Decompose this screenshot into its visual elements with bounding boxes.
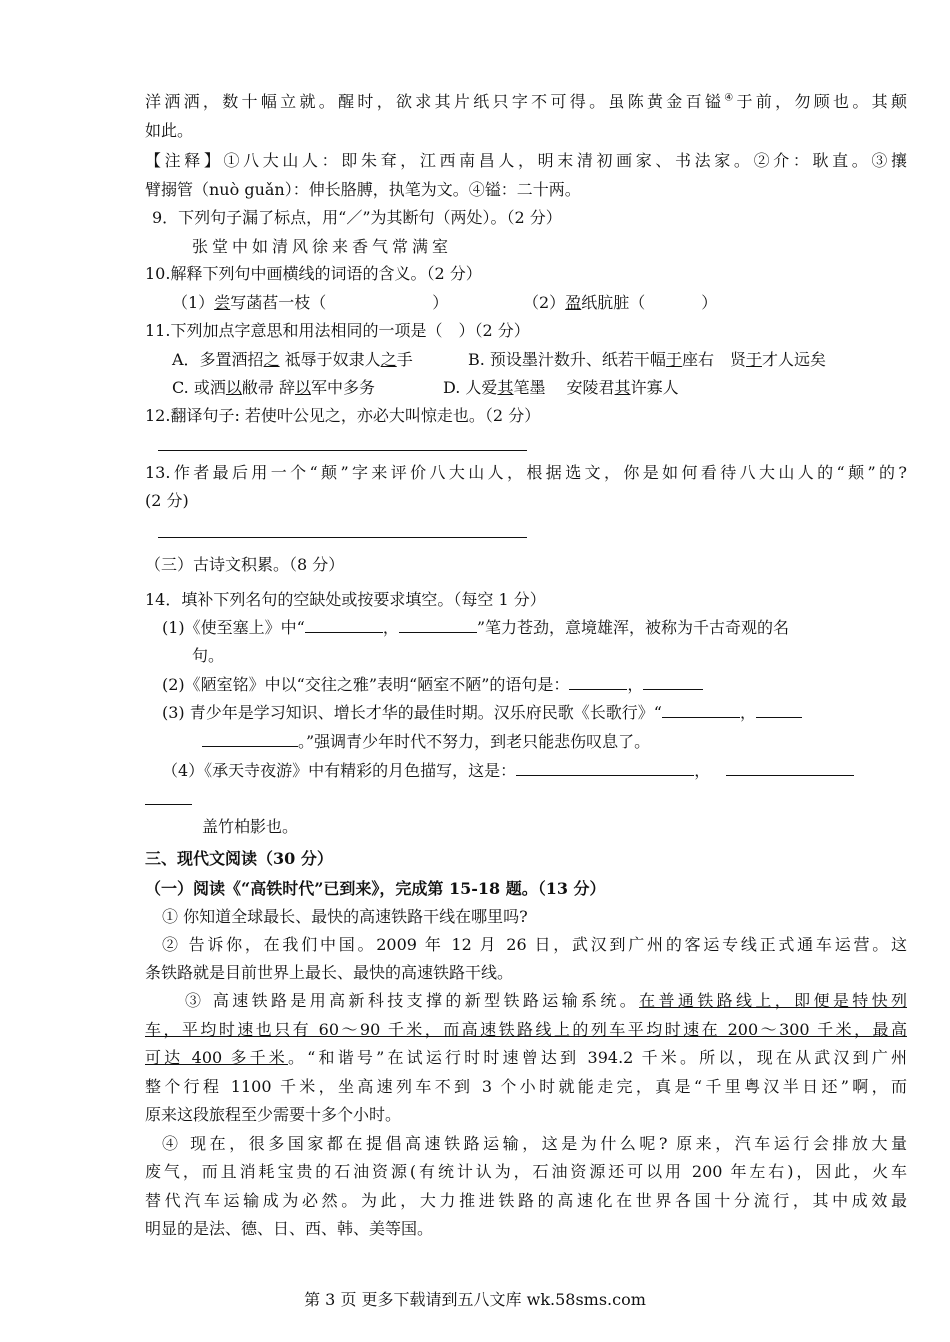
article-paragraph-4-line-2: 废气，而且消耗宝贵的石油资源(有统计认为，石油资源还可以用 200 年左右)，因此，火车 (145, 1162, 907, 1181)
passage-line-2: 如此。 (145, 121, 194, 140)
question-13-stem-line-2: (2 分) (145, 491, 189, 510)
question-9-sentence: 张堂中如清风徐来香气常满室 (192, 237, 453, 256)
footnote-marker: ④ (724, 92, 737, 104)
fill-blank[interactable] (662, 702, 740, 718)
fill-blank[interactable] (756, 702, 802, 718)
question-14-item-3: (3) 青少年是学习知识、增长才华的最佳时期。汉乐府民歌《长歌行》“ ， (162, 702, 802, 724)
question-10-item-1: （1）尝写菡萏一枝（ ） (172, 293, 449, 312)
fill-blank-wrap[interactable] (145, 804, 192, 805)
question-9-stem: 9．下列句子漏了标点，用“／”为其断句（两处）。（2 分） (152, 208, 562, 227)
fill-blank[interactable] (726, 760, 854, 776)
question-12-stem: 12.翻译句子: 若使叶公见之，亦必大叫惊走也。（2 分） (145, 406, 541, 425)
passage-line-1: 洋洒洒，数十幅立就。醒时，欲求其片纸只字不可得。虽陈黄金百镒④于前，勿顾也。其颠 (145, 92, 907, 111)
question-14-stem: 14．填补下列名句的空缺处或按要求填空。（每空 1 分） (145, 590, 546, 609)
question-14-item-4: （4）《承天寺夜游》中有精彩的月色描写，这是： ， (162, 760, 854, 782)
question-11-option-b: B. 预设墨汁数升、纸若干幅于座右 贤于才人远矣 (468, 350, 826, 369)
section-3-heading: （三）古诗文积累。（8 分） (145, 555, 345, 574)
fill-blank[interactable] (305, 617, 383, 633)
question-14-item-1-cont: 句。 (192, 646, 225, 665)
question-14-item-1: (1)《使至塞上》中“ ， ”笔力苍劲，意境雄浑，被称为千古奇观的名 (162, 618, 790, 637)
notes-line-1: 【注释】①八大山人：即朱耷，江西南昌人，明末清初画家、书法家。②介：耿直。③攘 (145, 151, 907, 170)
article-paragraph-3-line-3: 可达 400 多千米。“和谐号”在试运行时时速曾达到 394.2 千米。所以，现在从武汉到广州 (145, 1048, 907, 1067)
underlined-word: 盈 (565, 293, 582, 312)
underlined-sentence: 在普通铁路线上，即便是特快列 (639, 991, 907, 1010)
article-paragraph-4-line-1: ④ 现在，很多国家都在提倡高速铁路运输，这是为什么呢? 原来，汽车运行会排放大量 (162, 1134, 907, 1153)
article-paragraph-3-line-5: 原来这段旅程至少需要十多个小时。 (145, 1105, 402, 1124)
question-12-answer-line[interactable] (158, 450, 527, 451)
underlined-word: 尝 (214, 293, 231, 312)
article-paragraph-2-line-1: ② 告诉你，在我们中国。2009 年 12 月 26 日，武汉到广州的客运专线正式通车运营。这 (162, 935, 907, 954)
article-paragraph-1: ① 你知道全球最长、最快的高速铁路干线在哪里吗? (162, 907, 528, 926)
notes-line-2: 臂搦管（nuò guǎn）：伸长胳膊，执笔为文。④镒：二十两。 (145, 180, 581, 199)
question-14-item-4-cont: 盖竹柏影也。 (202, 817, 299, 836)
fill-blank[interactable] (399, 617, 477, 633)
article-paragraph-4-line-3: 替代汽车运输成为必然。为此，大力推进铁路的高速化在世界各国十分流行，其中成效最 (145, 1191, 907, 1210)
part-3-heading: 三、现代文阅读（30 分） (145, 849, 333, 868)
question-13-answer-line[interactable] (158, 537, 527, 538)
article-paragraph-4-line-4: 明显的是法、德、日、西、韩、美等国。 (145, 1219, 434, 1238)
question-10-item-2: （2）盈纸肮脏（ ） (523, 293, 718, 312)
question-13-stem-line-1: 13.作者最后用一个“颠”字来评价八大山人，根据选文，你是如何看待八大山人的“颠”的? (145, 463, 907, 482)
question-10-stem: 10.解释下列句中画横线的词语的含义。（2 分） (145, 264, 482, 283)
fill-blank[interactable] (569, 674, 627, 690)
reading-1-heading: （一）阅读《“高铁时代”已到来》，完成第 15-18 题。（13 分） (145, 879, 606, 898)
article-paragraph-2-line-2: 条铁路就是目前世界上最长、最快的高速铁路干线。 (145, 963, 514, 982)
article-paragraph-3-line-2: 车，平均时速也只有 60～90 千米，而高速铁路线上的列车平均时速在 200～300 千米，最高 (145, 1020, 907, 1039)
fill-blank[interactable] (643, 674, 703, 690)
question-14-item-3-cont: 。”强调青少年时代不努力，到老只能悲伤叹息了。 (202, 731, 650, 753)
question-11-option-a: A．多置酒招之 祗辱于奴隶人之手 (172, 350, 413, 369)
fill-blank[interactable] (202, 731, 298, 747)
question-11-stem: 11.下列加点字意思和用法相同的一项是（ ）（2 分） (145, 321, 530, 340)
page-footer: 第 3 页 更多下载请到五八文库 wk.58sms.com (304, 1290, 646, 1309)
question-14-item-2: (2)《陋室铭》中以“交往之雅”表明“陋室不陋”的语句是： ， (162, 674, 703, 696)
question-11-option-c: C. 或洒以敝帚 辞以军中多务 (172, 378, 375, 397)
question-11-option-d: D. 人爱其笔墨 安陵君其许寡人 (443, 378, 679, 397)
article-paragraph-3-line-4: 整个行程 1100 千米，坐高速列车不到 3 个小时就能走完，真是“千里粤汉半日还”啊，而 (145, 1077, 907, 1096)
fill-blank[interactable] (516, 760, 694, 776)
article-paragraph-3-line-1: ③ 高速铁路是用高新科技支撑的新型铁路运输系统。在普通铁路线上，即便是特快列 (185, 991, 907, 1010)
